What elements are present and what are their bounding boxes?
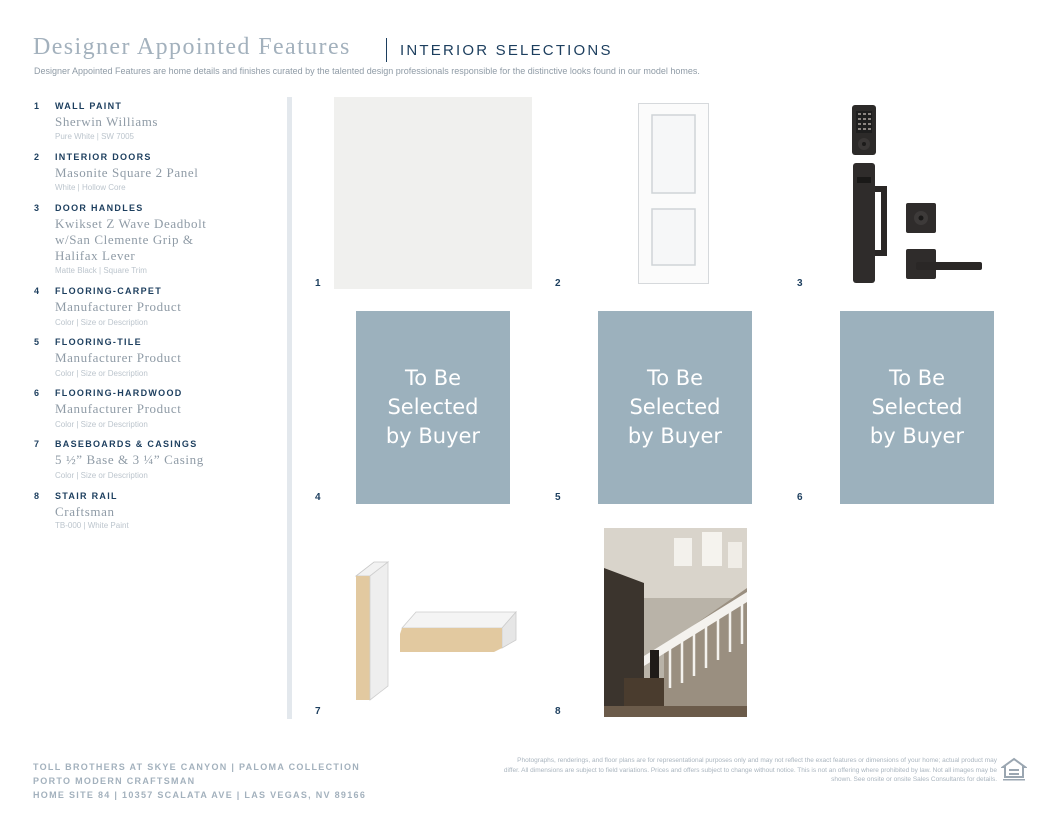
item-number: 5 [34, 337, 40, 347]
to-be-selected-placeholder [356, 311, 510, 504]
image-number: 7 [315, 706, 321, 717]
item-category: FLOORING-TILE [55, 337, 142, 347]
image-number: 2 [555, 278, 561, 289]
item-name: Sherwin Williams [55, 114, 159, 129]
placeholder-line: To Be [888, 366, 946, 390]
item-number: 6 [34, 388, 40, 398]
placeholder-text [358, 364, 508, 451]
placeholder-line: To Be [646, 366, 704, 390]
item-name: Manufacturer Product [55, 299, 182, 314]
image-number: 3 [797, 278, 803, 289]
intro-text: Designer Appointed Features are home details and finishes curated by the talented design professionals responsible for the distinctive looks found in our model homes. [34, 66, 700, 76]
item-category: STAIR RAIL [55, 491, 118, 501]
item-number: 7 [34, 439, 40, 449]
placeholder-line: To Be [404, 366, 462, 390]
item-detail: Color | Size or Description [55, 471, 148, 480]
item-category: FLOORING-CARPET [55, 286, 162, 296]
item-detail: Pure White | SW 7005 [55, 132, 134, 141]
page-subtitle: INTERIOR SELECTIONS [400, 42, 613, 59]
item-number: 1 [34, 101, 40, 111]
image-number: 1 [315, 278, 321, 289]
to-be-selected-placeholder [598, 311, 752, 504]
interior-door-image [638, 103, 710, 285]
item-name: Manufacturer Product [55, 401, 182, 416]
door-handles-image [848, 103, 984, 285]
item-name: 5 ½” Base & 3 ¼” Casing [55, 452, 204, 467]
footer-line-address: HOME SITE 84 | 10357 SCALATA AVE | LAS VEGAS, NV 89166 [33, 790, 367, 800]
item-detail: Color | Size or Description [55, 318, 148, 327]
page-title: Designer Appointed Features [33, 34, 351, 60]
placeholder-text [842, 364, 992, 451]
equal-housing-opportunity-icon [1001, 757, 1027, 783]
item-number: 4 [34, 286, 40, 296]
stair-rail-photo [604, 528, 747, 717]
item-detail: TB-000 | White Paint [55, 521, 129, 530]
placeholder-line: by Buyer [385, 424, 481, 448]
item-category: WALL PAINT [55, 101, 123, 111]
item-category: FLOORING-HARDWOOD [55, 388, 183, 398]
baseboard-casing-image [354, 560, 520, 702]
placeholder-line: Selected [387, 395, 479, 419]
footer-line-plan: PORTO MODERN CRAFTSMAN [33, 776, 196, 786]
item-detail: Matte Black | Square Trim [55, 266, 147, 275]
item-detail: Color | Size or Description [55, 420, 148, 429]
item-detail: White | Hollow Core [55, 183, 126, 192]
to-be-selected-placeholder [840, 311, 994, 504]
item-number: 8 [34, 491, 40, 501]
item-name: Manufacturer Product [55, 350, 182, 365]
footer-line-community: TOLL BROTHERS AT SKYE CANYON | PALOMA COLLECTION [33, 762, 361, 772]
image-number: 8 [555, 706, 561, 717]
item-detail: Color | Size or Description [55, 369, 148, 378]
vertical-divider [287, 97, 292, 719]
item-category: INTERIOR DOORS [55, 152, 152, 162]
placeholder-line: Selected [871, 395, 963, 419]
item-name: Masonite Square 2 Panel [55, 165, 199, 180]
item-category: DOOR HANDLES [55, 203, 144, 213]
placeholder-line: by Buyer [869, 424, 965, 448]
image-number: 5 [555, 492, 561, 503]
item-number: 3 [34, 203, 40, 213]
image-number: 4 [315, 492, 321, 503]
placeholder-line: by Buyer [627, 424, 723, 448]
item-number: 2 [34, 152, 40, 162]
item-name: Kwikset Z Wave Deadbolt w/San Clemente Grip & Halifax Lever [55, 216, 207, 263]
item-name: Craftsman [55, 504, 115, 519]
placeholder-line: Selected [629, 395, 721, 419]
item-category: BASEBOARDS & CASINGS [55, 439, 198, 449]
wall-paint-swatch [334, 97, 532, 289]
placeholder-text [600, 364, 750, 451]
title-divider [386, 38, 387, 62]
legal-disclaimer: Photographs, renderings, and floor plans are for representational purposes only and may not reflect the exact features or dimensions of your home; actual product may differ. All dimensions are subject to field variations. Prices and offers subject to change without notice. This is not an offering where prohibited by law. Not all images may be shown. See onsite or onsite Sales Consultants for details. [503, 757, 997, 783]
community-info [33, 760, 366, 802]
image-number: 6 [797, 492, 803, 503]
